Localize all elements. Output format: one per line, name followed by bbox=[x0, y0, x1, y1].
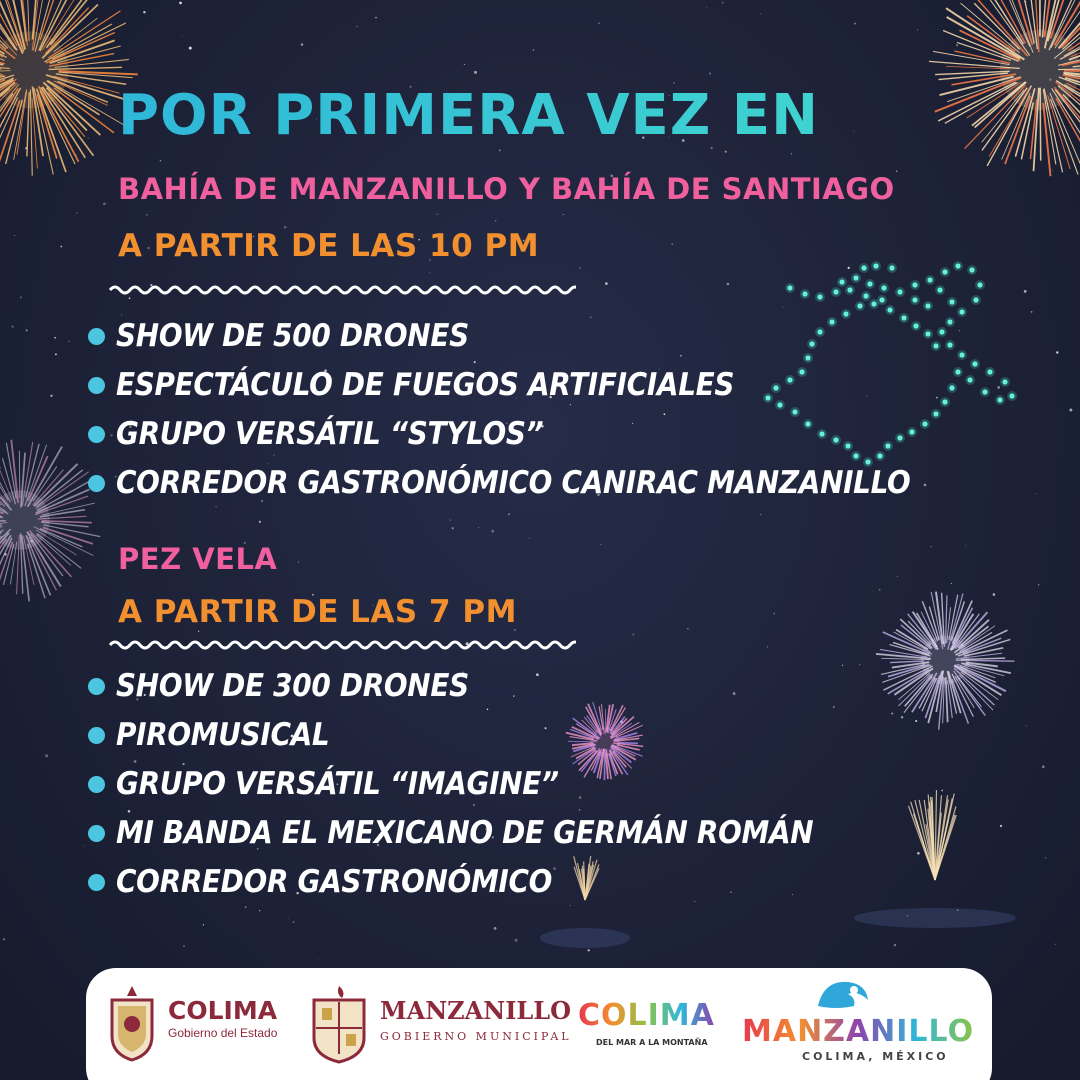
venue-title: PEZ VELA bbox=[118, 542, 278, 576]
logo-subtitle: DEL MAR A LA MONTAÑA bbox=[596, 1038, 708, 1047]
logo-subtitle: GOBIERNO MUNICIPAL bbox=[380, 1030, 572, 1043]
bullet-dot-icon bbox=[88, 874, 105, 891]
logo-subtitle: COLIMA, MÉXICO bbox=[802, 1050, 949, 1063]
bullet-dot-icon bbox=[88, 825, 105, 842]
manzanillo-government-logo bbox=[308, 984, 572, 1064]
coat-of-arms-icon bbox=[106, 984, 158, 1062]
manzanillo-tourism-logo bbox=[742, 976, 982, 1066]
logo-name: MANZANILLO bbox=[742, 1014, 975, 1049]
fireworks-icon bbox=[854, 790, 1016, 928]
logo-name: MANZANILLO bbox=[380, 996, 572, 1025]
bullet-dot-icon bbox=[88, 727, 105, 744]
fireworks-icon bbox=[876, 592, 1014, 730]
venue-title: BAHÍA DE MANZANILLO Y BAHÍA DE SANTIAGO bbox=[118, 172, 895, 206]
bullet-dot-icon bbox=[88, 678, 105, 695]
bullet-dot-icon bbox=[88, 377, 105, 394]
logo-subtitle: Gobierno del Estado bbox=[168, 1026, 278, 1040]
fireworks-icon bbox=[929, 0, 1080, 176]
colima-tourism-logo bbox=[578, 982, 728, 1062]
coat-of-arms-icon bbox=[308, 984, 370, 1064]
headline: POR PRIMERA VEZ EN bbox=[118, 83, 820, 148]
event-poster: POR PRIMERA VEZ EN BAHÍA DE MANZANILLO Y BAHÍA DE SANTIAGO A PARTIR DE LAS 10 PM SHOW DE 500 DRONES ESPECTÁCULO DE FUEGOS ARTIFICIALES GRUPO VERSÁTIL “STYLOS” CORREDOR GASTRONÓMICO CANIRAC MANZANILLO PEZ VELA A PARTIR DE LAS 7 PM SHOW DE 300 DRONES PIROMUSICAL GRUPO VERSÁTIL “IMAGINE” MI BANDA EL MEXICANO DE GERMÁN ROMÁN CORREDOR GASTRONÓMICO COLIMA Gobierno del Estado MANZANILLO GOBIERNO MUNICIPAL COLIMA DEL MAR A LA MONTAÑA MANZANILLO COLIMA, MÉXICO bbox=[0, 0, 1080, 1080]
time-label: A PARTIR DE LAS 7 PM bbox=[118, 594, 517, 630]
colima-government-logo bbox=[106, 984, 286, 1064]
drone-sea-turtle-icon bbox=[763, 261, 1017, 467]
fireworks-icon bbox=[540, 856, 630, 948]
sponsor-logo-bar bbox=[86, 968, 992, 1080]
bullet-dot-icon bbox=[88, 426, 105, 443]
bullet-dot-icon bbox=[88, 776, 105, 793]
logo-name: COLIMA bbox=[168, 996, 278, 1025]
bullet-dot-icon bbox=[88, 328, 105, 345]
time-label: A PARTIR DE LAS 10 PM bbox=[118, 228, 540, 264]
logo-name: COLIMA bbox=[578, 998, 715, 1033]
fireworks-icon bbox=[0, 440, 100, 602]
wave-divider-icon bbox=[108, 282, 576, 298]
wave-divider-icon bbox=[108, 637, 576, 653]
fireworks-icon bbox=[566, 702, 643, 780]
bullet-dot-icon bbox=[88, 475, 105, 492]
wave-logo-icon bbox=[814, 976, 874, 1012]
